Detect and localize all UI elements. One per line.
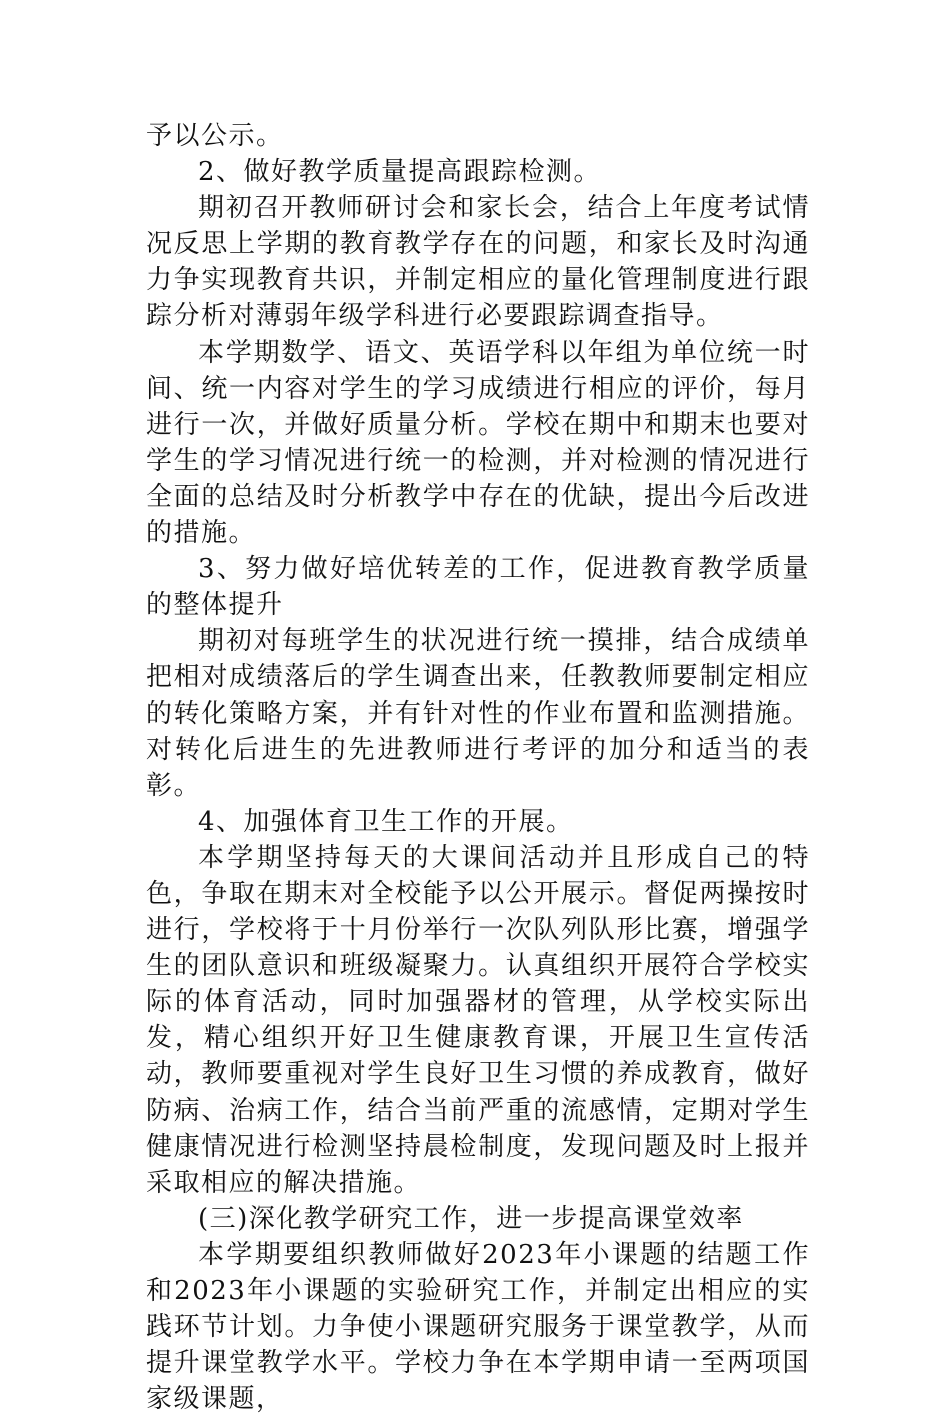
heading-sports-health: 4、加强体育卫生工作的开展。 <box>198 806 574 837</box>
paragraph-research-topics: 本学期要组织教师做好2023年小课题的结题工作和2023年小课题的实验研究工作，并制定出相应的实践环节计划。力争使小课题研究服务于课堂教学，从而提升课堂教学水平。学校力争在本学期申请一至两项国家级课题， <box>146 1239 810 1415</box>
heading-teaching-research: (三)深化教学研究工作，进一步提高课堂效率 <box>198 1203 744 1234</box>
heading-improve-students: 3、努力做好培优转差的工作，促进教育教学质量的整体提升 <box>146 554 810 621</box>
paragraph-subject-evaluation: 本学期数学、语文、英语学科以年组为单位统一时间、统一内容对学生的学习成绩进行相应的评价，每月进行一次，并做好质量分析。学校在期中和期末也要对学生的学习情况进行统一的检测，并对检测的情况进行全面的总结及时分析教学中存在的优缺，提出今后改进的措施。 <box>146 337 810 549</box>
heading-quality-tracking: 2、做好教学质量提高跟踪检测。 <box>198 157 602 188</box>
paragraph-teacher-meeting: 期初召开教师研讨会和家长会，结合上年度考试情况反思上学期的教育教学存在的问题，和家长及时沟通力争实现教育共识，并制定相应的量化管理制度进行跟踪分析对薄弱年级学科进行必要跟踪调查指导。 <box>146 193 810 332</box>
paragraph-student-survey: 期初对每班学生的状况进行统一摸排，结合成绩单把相对成绩落后的学生调查出来，任教教师要制定相应的转化策略方案，并有针对性的作业布置和监测措施。对转化后进生的先进教师进行考评的加分和适当的表彰。 <box>146 626 810 801</box>
paragraph-sports-activities: 本学期坚持每天的大课间活动并且形成自己的特色，争取在期末对全校能予以公开展示。督促两操按时进行，学校将于十月份举行一次队列队形比赛，增强学生的团队意识和班级凝聚力。认真组织开展符合学校实际的体育活动，同时加强器材的管理，从学校实际出发，精心组织开好卫生健康教育课，开展卫生宣传活动，教师要重视对学生良好卫生习惯的养成教育，做好防病、治病工作，结合当前严重的流感情，定期对学生健康情况进行检测坚持晨检制度，发现问题及时上报并采取相应的解决措施。 <box>146 842 810 1198</box>
paragraph-continuation: 予以公示。 <box>146 121 284 151</box>
